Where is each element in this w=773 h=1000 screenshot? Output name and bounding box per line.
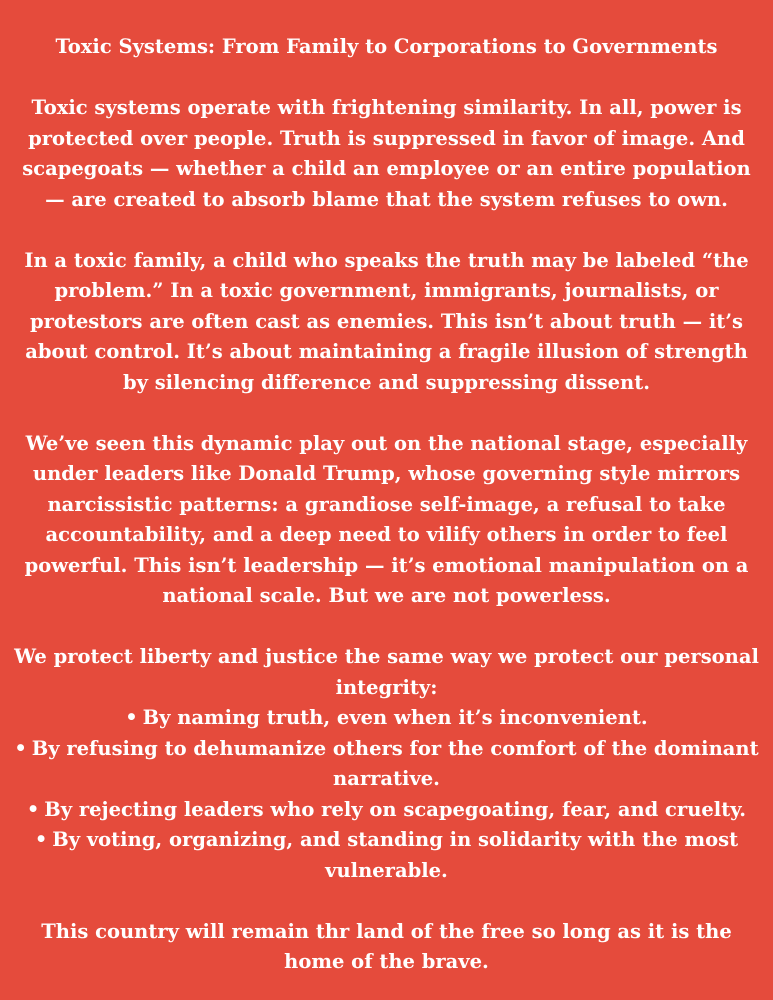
list-item [12, 703, 761, 734]
list-item [12, 825, 761, 886]
bullet-list [12, 703, 761, 886]
list-item-text: By rejecting leaders who rely on scapegoating, fear, and cruelty. [44, 797, 747, 821]
document-title: Toxic Systems: From Family to Corporations to Governments [55, 35, 718, 58]
list-item [12, 795, 761, 826]
bullet-icon: • [125, 706, 138, 729]
closing-paragraph: This country will remain thr land of the free so long as it is the home of the brave. [41, 919, 732, 973]
bullet-icon: • [34, 828, 48, 851]
paragraph-national-stage: We’ve seen this dynamic play out on the national stage, especially under leaders like Donald Trump, whose governing style mirrors narcissistic patterns: a grandiose self-image, a refusal to take accountability, and a deep need to vilify others in order to feel powerful. This isn’t leadership — it’s emotional manipulation on a national scale. But we are not powerless. [24, 431, 749, 607]
list-item [12, 734, 761, 795]
list-intro: We protect liberty and justice the same way we protect our personal integrity: [14, 645, 759, 699]
bullet-icon: • [26, 797, 40, 821]
protect-liberty-block [12, 642, 761, 886]
paragraph-toxic-systems: Toxic systems operate with frightening similarity. In all, power is protected over people. Truth is suppressed in favor of image. And scapegoats — whether a child an employee or an entire population — are created to absorb blame that the system refuses to own. [22, 96, 751, 211]
list-item-text: By voting, organizing, and standing in solidarity with the most vulnerable. [52, 828, 739, 882]
list-item-text: By refusing to dehumanize others for the comfort of the dominant narrative. [31, 736, 759, 790]
bullet-icon: • [14, 736, 27, 760]
paragraph-toxic-family: In a toxic family, a child who speaks the truth may be labeled “the problem.” In a toxic government, immigrants, journalists, or protestors are often cast as enemies. This isn’t about truth — it’s about control. It’s about maintaining a fragile illusion of strength by silencing difference and suppressing dissent. [24, 248, 749, 394]
list-item-text: By naming truth, even when it’s inconvenient. [142, 706, 648, 729]
